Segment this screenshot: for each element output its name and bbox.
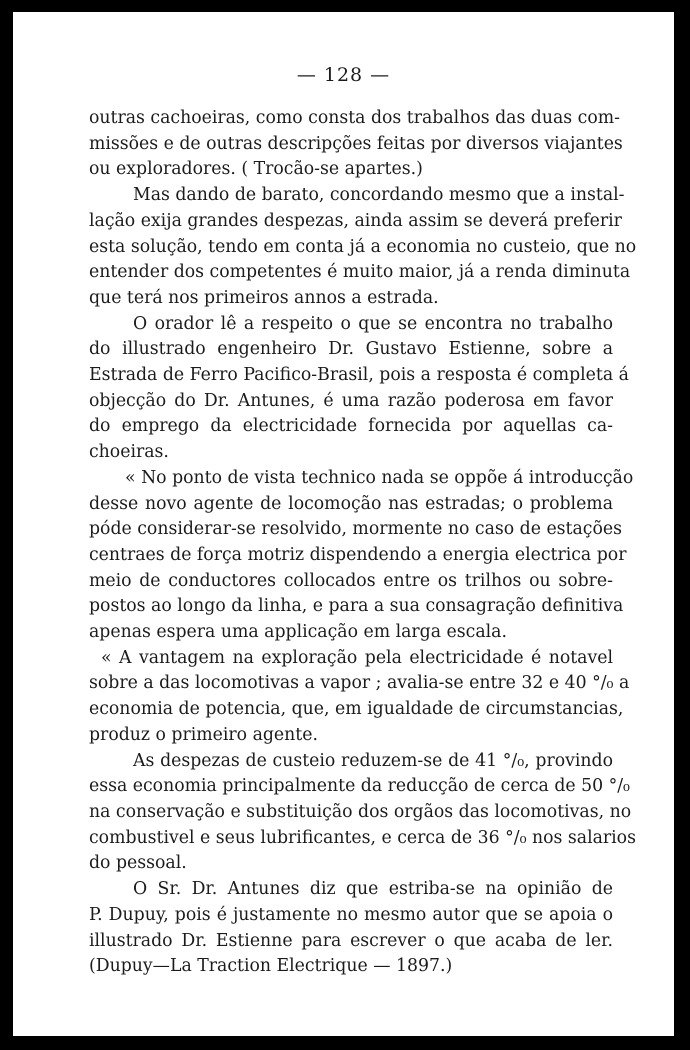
text-line: Estrada de Ferro Pacifico-Brasil, pois a resposta é completa á	[89, 365, 629, 386]
paragraph-p7	[89, 877, 613, 980]
text-line: economia de potencia, que, em igualdade de circumstancias,	[89, 699, 624, 720]
paragraph-p4	[89, 466, 634, 646]
text-line: choeiras.	[89, 442, 169, 463]
text-line: sobre a das locomotivas a vapor ; avalia-se entre 32 e 40 °/₀ a	[89, 673, 630, 694]
text-line: desse novo agente de locomoção nas estradas; o problema	[89, 493, 613, 514]
text-line: que terá nos primeiros annos a estrada.	[89, 287, 439, 308]
text-line: « A vantagem na exploração pela electricidade é notavel	[101, 647, 613, 668]
text-line: centraes de força motriz dispendendo a energia electrica por	[89, 544, 627, 565]
text-line: esta solução, tendo em conta já a economia no custeio, que no	[89, 236, 637, 257]
text-line: P. Dupuy, pois é justamente no mesmo autor que se apoia o	[89, 904, 613, 925]
text-line: ou exploradores. ( Trocão-se apartes.)	[89, 159, 423, 180]
text-line: « No ponto de vista technico nada se oppõe á introducção	[125, 467, 634, 488]
text-line: As despezas de custeio reduzem-se de 41 °/₀, provindo	[133, 750, 613, 771]
text-line: póde considerar-se resolvido, mormente no caso de estações	[89, 519, 622, 540]
text-line: produz o primeiro agente.	[89, 724, 318, 745]
page-text-body	[89, 106, 637, 980]
text-line: illustrado Dr. Estienne para escrever o que acaba de ler.	[89, 930, 613, 951]
text-line: (Dupuy—La Traction Electrique — 1897.)	[89, 956, 453, 977]
paragraph-p5	[89, 646, 630, 749]
text-line: postos ao longo da linha, e para a sua consagração definitiva	[89, 596, 624, 617]
text-line: O orador lê a respeito o que se encontra no trabalho	[133, 313, 613, 334]
text-line: O Sr. Dr. Antunes diz que estriba-se na opinião de	[133, 879, 613, 900]
text-line: do pessoal.	[89, 853, 187, 874]
text-line: apenas espera uma applicação em larga escala.	[89, 622, 507, 643]
text-line: combustivel e seus lubrificantes, e cerca de 36 °/₀ nos salarios	[89, 827, 636, 848]
text-line: outras cachoeiras, como consta dos trabalhos das duas com-	[89, 108, 620, 128]
text-line: na conservação e substituição dos orgãos das locomotivas, no	[89, 801, 632, 822]
paragraph-p3	[89, 312, 629, 466]
text-line: Mas dando de barato, concordando mesmo que a instal-	[133, 185, 625, 206]
text-line: meio de conductores collocados entre os trilhos ou sobre-	[89, 570, 613, 591]
paragraph-p6	[89, 749, 636, 878]
text-line: lação exija grandes despezas, ainda assim se deverá preferir	[89, 210, 622, 231]
book-page	[13, 12, 674, 1036]
text-line: missões e de outras descripções feitas por diversos viajantes	[89, 133, 623, 154]
text-line: do emprego da electricidade fornecida por aquellas ca-	[89, 416, 613, 437]
text-line: objecção do Dr. Antunes, é uma razão poderosa em favor	[89, 390, 613, 411]
text-line: do illustrado engenheiro Dr. Gustavo Estienne, sobre a	[89, 339, 613, 360]
paragraph-p2	[89, 183, 637, 312]
paragraph-p1	[89, 106, 623, 183]
text-line: essa economia principalmente da reducção de cerca de 50 °/₀	[89, 776, 630, 797]
text-line: entender dos competentes é muito maior, já a renda diminuta	[89, 262, 631, 283]
page-number: — 128 —	[296, 64, 391, 86]
